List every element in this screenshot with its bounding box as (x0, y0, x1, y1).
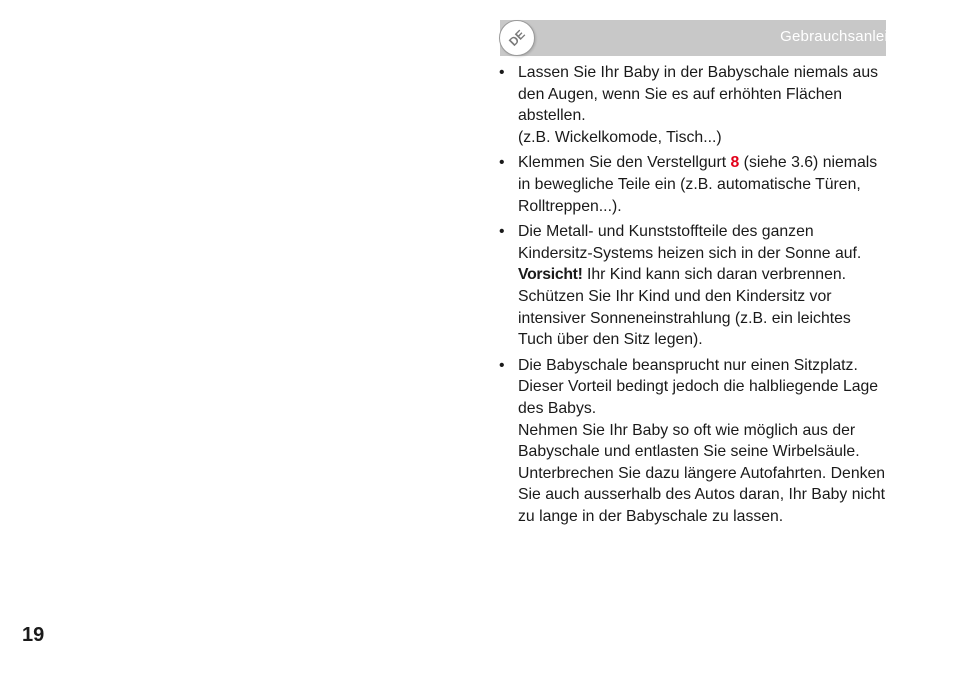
bullet-text: Nehmen Sie Ihr Baby so oft wie möglich aus der Babyschale und entlasten Sie seine Wirbelsäule. Unterbrechen Sie dazu längere Autofahrten. Denken Sie auch ausserhalb des Autos daran, Ihr Baby nicht zu lange in der Babyschale zu lassen. (518, 421, 886, 525)
bullet-item (499, 62, 889, 148)
bullet-dot: • (499, 356, 505, 374)
language-badge (499, 20, 535, 56)
bullet-dot: • (499, 223, 505, 241)
part-reference-number: 8 (730, 154, 740, 172)
bullet-item (499, 221, 889, 351)
bullet-item (499, 152, 889, 217)
bullet-text: Die Babyschale beansprucht nur einen Sitzplatz. Dieser Vorteil bedingt jedoch die halbliegende Lage des Babys. (518, 356, 879, 417)
page-number: 19 (22, 624, 45, 646)
bullet-text: Die Metall- und Kunststoffteile des ganzen Kindersitz-Systems heizen sich in der Sonne auf. (518, 223, 862, 262)
bullet-text: Lassen Sie Ihr Baby in der Babyschale niemals aus den Augen, wenn Sie es auf erhöhten Flächen abstellen. (518, 64, 879, 125)
instructions-content (499, 62, 889, 531)
safety-bullet-list (499, 62, 889, 527)
warning-label: Vorsicht! (518, 266, 583, 284)
header-title: Gebrauchsanleitung (780, 28, 918, 45)
bullet-text: Klemmen Sie den Verstellgurt (518, 154, 731, 172)
bullet-item (499, 355, 889, 528)
bullet-dot: • (499, 154, 505, 172)
bullet-dot: • (499, 64, 505, 81)
bullet-text: Ihr Kind kann sich daran verbrennen. Schützen Sie Ihr Kind und den Kindersitz vor intensiver Sonneneinstrahlung (z.B. ein leichtes Tuch über den Sitz legen). (518, 266, 851, 349)
bullet-text: (siehe 3.6) niemals in bewegliche Teile ein (z.B. automatische Türen, Rolltreppen...). (518, 154, 878, 215)
bullet-text: (z.B. Wickelkomode, Tisch...) (518, 128, 722, 146)
language-code: DE (506, 27, 528, 49)
